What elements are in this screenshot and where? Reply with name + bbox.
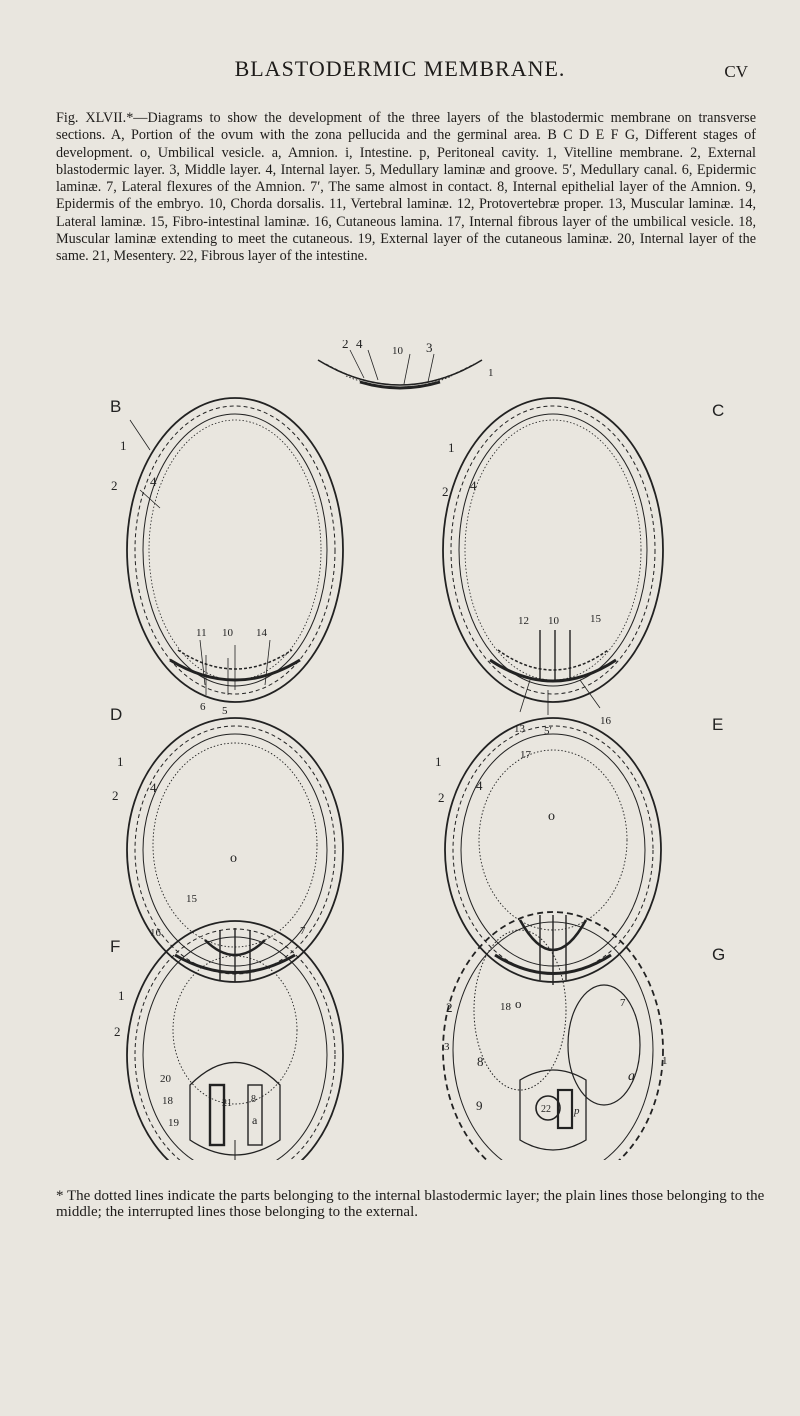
figure-caption: Fig. XLVII.*—Diagrams to show the development of the three layers of the blastodermic membrane on transverse sections. A, Portion of the ovum with the zona pellucida and the germinal area. B C D E F G, Different stages of development. o, Umbilical vesicle. a, Amnion. i, Intestine. p, Peritoneal cavity. 1, Vitelline membrane. 2, External blastodermic layer. 3, Middle layer. 4, Internal layer. 5, Medullary laminæ and groove. 5′, Medullary canal. 6, Epidermic laminæ. 7, Lateral flexures of the Amnion. 7′, The same almost in contact. 8, Internal epithelial layer of the Amnion. 9, Epidermis of the embryo. 10, Chorda dorsalis. 11, Vertebral laminæ. 12, Protovertebræ proper. 13, Muscular laminæ. 14, Lateral laminæ. 15, Fibro-intestinal laminæ. 16, Cutaneous lamina. 17, Internal fibrous layer of the umbilical vesicle. 18, Muscular laminæ extending to meet the cutaneous. 19, External layer of the cutaneous laminæ. 20, Internal layer of the same. 21, Mesentery. 22, Fibrous layer of the intestine. bbox=[56, 110, 756, 265]
panel-b-num: 10 bbox=[222, 627, 233, 639]
panel-e-num: 17 bbox=[520, 749, 531, 761]
panel-f-num: 20 bbox=[160, 1073, 171, 1085]
panel-d-num: 2 bbox=[112, 788, 119, 803]
panel-c-num: 16 bbox=[600, 715, 611, 727]
panel-e bbox=[435, 715, 726, 1013]
panel-d-num: 7 bbox=[300, 925, 306, 937]
panel-c-num: 2 bbox=[442, 484, 449, 499]
panel-g-num: 8 bbox=[477, 1054, 484, 1069]
panel-f-num: 21 bbox=[222, 1098, 232, 1109]
panel-g-num: a bbox=[628, 1069, 635, 1084]
panel-e-num: o bbox=[548, 809, 555, 824]
panel-g-num: p bbox=[574, 1105, 580, 1117]
panel-d-num: 15 bbox=[186, 893, 197, 905]
panel-c-label: C bbox=[712, 401, 725, 420]
panel-e-label: E bbox=[712, 715, 724, 734]
panel-f-num: 18 bbox=[162, 1095, 173, 1107]
panel-g-num: 22 bbox=[541, 1104, 551, 1115]
panel-c-num: 12 bbox=[518, 615, 529, 627]
panel-c-num: 1 bbox=[448, 440, 455, 455]
panel-a bbox=[318, 340, 494, 388]
panel-a-num: 3 bbox=[426, 340, 433, 355]
panel-b-num: 2 bbox=[111, 478, 118, 493]
footnote: * The dotted lines indicate the parts belonging to the internal blastodermic layer; the plain lines those belonging to the middle; the interrupted lines those belonging to the external. bbox=[56, 1188, 765, 1220]
panel-c-num: 13 bbox=[514, 723, 525, 735]
panel-f-num: 1 bbox=[118, 988, 125, 1003]
panel-c-num: 4 bbox=[470, 478, 477, 493]
panel-a-num: 10 bbox=[392, 345, 403, 357]
panel-e-num: 4 bbox=[476, 778, 483, 793]
panel-e-num: 1 bbox=[435, 754, 442, 769]
panel-c-num: 5′ bbox=[544, 725, 552, 737]
panel-c-num: 15 bbox=[590, 613, 601, 625]
panel-b-num: 11 bbox=[196, 627, 207, 639]
panel-d-num: 4 bbox=[150, 780, 157, 795]
panel-f-num: 2 bbox=[114, 1024, 121, 1039]
diagram-svg bbox=[0, 340, 800, 1160]
panel-b-num: 1 bbox=[120, 438, 127, 453]
panel-b-label: B bbox=[110, 397, 122, 416]
panel-c-num: 10 bbox=[548, 615, 559, 627]
panel-b-num: 4 bbox=[150, 474, 157, 489]
panel-e-num: 7 bbox=[620, 997, 626, 1009]
panel-b-num: 5 bbox=[222, 705, 228, 717]
panel-b-num: 14 bbox=[256, 627, 267, 639]
panel-g-label: G bbox=[712, 945, 726, 964]
panel-d-label: D bbox=[110, 705, 123, 724]
panel-a-num: 1 bbox=[488, 367, 494, 379]
panel-g-num: 9 bbox=[476, 1098, 483, 1113]
panel-d bbox=[110, 705, 343, 982]
panel-f-label: F bbox=[110, 937, 121, 956]
panel-f-num: a bbox=[252, 1113, 258, 1127]
panel-e-num: 18 bbox=[500, 1001, 511, 1013]
page-number: CV bbox=[724, 62, 748, 81]
running-title: BLASTODERMIC MEMBRANE. bbox=[234, 56, 566, 81]
panel-f-num: 19 bbox=[168, 1117, 179, 1129]
page-header bbox=[0, 56, 800, 96]
panel-f-num: 8 bbox=[251, 1094, 256, 1105]
panel-g-num: 2 bbox=[446, 1000, 453, 1015]
panel-d-num: 1 bbox=[117, 754, 124, 769]
panel-d-num: 16 bbox=[150, 927, 161, 939]
panel-b-num: 6 bbox=[200, 701, 206, 713]
panel-f bbox=[110, 921, 343, 1160]
panel-d-num: o bbox=[230, 851, 237, 866]
panel-e-num: 2 bbox=[438, 790, 445, 805]
panel-c bbox=[442, 398, 724, 737]
panel-g bbox=[443, 912, 725, 1160]
panel-g-num: o bbox=[515, 996, 522, 1011]
panel-a-num: 2 bbox=[342, 340, 349, 351]
panel-a-num: 4 bbox=[356, 340, 363, 351]
panel-g-num: 3 bbox=[444, 1041, 450, 1053]
panel-g-num: 1 bbox=[662, 1055, 668, 1067]
figure-diagrams bbox=[0, 340, 800, 1160]
panel-b bbox=[110, 397, 343, 717]
